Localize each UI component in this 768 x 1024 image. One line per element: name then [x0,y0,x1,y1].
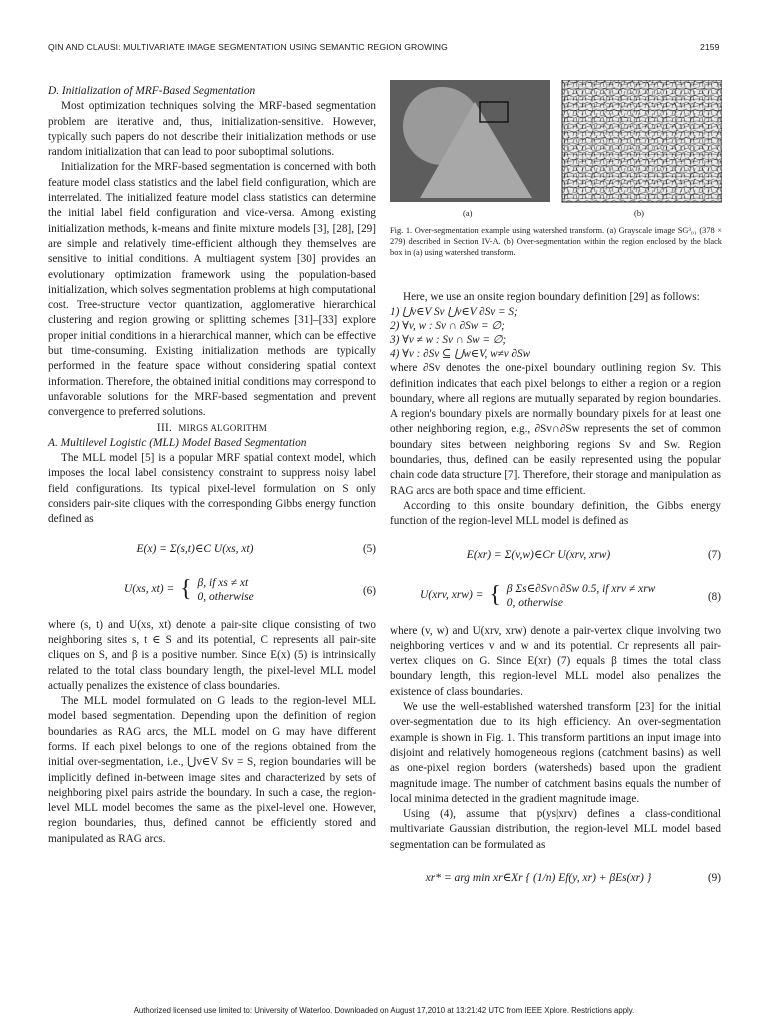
equation-8-number: (8) [707,590,721,603]
figure-1b-label: (b) [634,208,644,218]
equation-8-case1: β Σs∈∂Sv∩∂Sw 0.5, if xrv ≠ xrw [506,582,656,595]
paragraph: Using (4), assume that p(ys|xrv) defines a class-conditional multivariate Gaussian distribution, the region-level MLL model based segmentation can be formulated as [390,808,721,851]
condition-1: 1) ⋃v∈V Sv ⋃v∈V ∂Sv = S; [390,306,518,319]
equation-8: U(xrv, xrw) = { β Σs∈∂Sv∩∂Sw 0.5, if xrv ≠ xrw 0, otherwise (8) [390,580,721,616]
figure-1-images [390,80,722,204]
equation-5-number: (5) [362,542,376,555]
figure-1a-label: (a) [463,208,473,218]
section-d-title: D. Initialization of MRF-Based Segmentation [48,85,256,97]
paragraph: The MLL model [5] is a popular MRF spatial context model, which imposes the local label consistency constraint to suppress noisy label field configurations. Its typical pixel-level formulation on S only considers pair-site cliques with the corresponding Gibbs energy function defined as [48,452,376,526]
equation-9-number: (9) [707,872,721,885]
figure-1 [390,80,722,218]
paragraph: Here, we use an onsite region boundary definition [29] as follows: [403,291,700,303]
figure-1a-image [390,80,550,202]
paragraph: where (v, w) and U(xrv, xrw) denote a pair-vertex clique involving two neighboring vertices v and w and its potential. Cr represents all pair-vertex cliques on G. Since E(xr) (7) equals β times the total class boundary length, this region-level MLL model also penalizes the existence of class boundaries. [390,624,721,698]
equation-8-lhs: U(xrv, xrw) = [420,588,484,601]
condition-4: 4) ∀v : ∂Sv ⊆ ⋃w∈V, w≠v ∂Sw [390,348,531,361]
equation-6-case1: β, if xs ≠ xt [197,576,249,589]
equation-7-body: E(xr) = Σ(v,w)∈Cr U(xrv, xrw) [466,548,611,561]
paragraph: We use the well-established watershed transform [23] for the initial over-segmentation due to its high efficiency. An over-segmentation example is shown in Fig. 1. This transform partitions an input image into disjoint and relatively homogeneous regions (catchment basins) as well as one-pixel region borders (watersheds) based upon the gradient magnitude image. The number of catchment basins equals the number of local minima detected in the gradient magnitude image. [390,701,721,805]
equation-6: U(xs, xt) = { β, if xs ≠ xt 0, otherwise (6) [48,574,376,610]
license-footer: Authorized licensed use limited to: University of Waterloo. Downloaded on August 17,2010 at 13:21:42 UTC from IEEE Xplore. Restrictions apply. [133,1006,635,1015]
section-3-heading [48,421,376,436]
left-column [48,84,376,847]
paragraph: where (s, t) and U(xs, xt) denote a pair-site clique consisting of two neighboring sites s, t ∈ S and its potential, C represents all pair-site cliques on S, and β is a positive number. Since E(x) (5) is intrinsically related to the total class boundary length, the pixel-level MLL model actually penalizes the existence of class boundaries. [48,618,376,692]
equation-6-case2: 0, otherwise [197,590,254,603]
paragraph: According to this onsite boundary definition, the Gibbs energy function of the region-level MLL model is defined as [390,499,721,528]
equation-7-number: (7) [707,548,721,561]
paragraph: Most optimization techniques solving the MRF-based segmentation problem are iterative and, thus, initialization-sensitive. However, typically such papers do not describe their initialization methods or use random initialization that can lead to poor suboptimal solutions. [48,100,376,159]
equation-5 [48,536,376,566]
figure-1b-image [562,80,722,202]
paragraph: where ∂Sv denotes the one-pixel boundary outlining region Sv. This definition indicates that each pixel belongs to either a region or a region boundary, where all regions are mutually separated by region boundaries. A region's boundary pixels are normally boundary pixels for at least one other neighboring region, e.g., ∂Sv∩∂Sw represents the set of common boundary sites between neighboring regions Sv and Sw. Region boundaries, thus, defined can be easily represented using the popular chain code data structure [7]. Therefore, their storage and manipulation as RAG arcs are both space and time efficient. [390,362,721,497]
paragraph: Initialization for the MRF-based segmentation is concerned with both feature model class statistics and the label field configuration, which are interrelated. The initialized feature model class statistics can determine the initial label field configuration and vice-versa. Among existing initialization methods, k-means and finite mixture models [3], [28], [29] are simple and relatively time-efficient although they themselves are sensitive to initial conditions. A multiagent system [30] provides an evolutionary optimization framework using the population-based initialization, which solves segmentation problems at high computational cost. Tree-structure vector quantization, agglomerative hierarchical clustering and region growing or splitting schemes [31]–[33] explore proper initial conditions in a hierarchical manner, which can be effective but time-consuming. Existing initialization methods are typically performed in the feature space without considering spatial context information. Therefore, the obtained initial conditions may correspond to unfavorable solutions for the MRF-based segmentation and prevent convergence to preferred solutions. [48,161,376,419]
equation-5-body: E(x) = Σ(s,t)∈C U(xs, xt) [136,542,254,555]
equation-9-body: xr* = arg min xr∈Xr { (1/n) Ef(y, xr) + βEs(xr) } [425,872,652,885]
condition-3: 3) ∀v ≠ w : Sv ∩ Sw = ∅; [390,334,507,347]
section-a-title: A. Multilevel Logistic (MLL) Model Based Segmentation [48,436,307,449]
equation-7 [390,542,721,572]
equation-9 [390,865,721,895]
section-3-title: MIRGS ALGORITHM [178,422,268,433]
page-number: 2159 [700,42,720,52]
condition-2: 2) ∀v, w : Sv ∩ ∂Sw = ∅; [390,320,505,333]
right-column [390,290,721,903]
paragraph: The MLL model formulated on G leads to the region-level MLL model based segmentation. Depending upon the definition of region boundaries as RAG arcs, the MLL model on G may have different forms. If each pixel belongs to one of the regions obtained from the initial over-segmentation, i.e., ⋃v∈V Sv = S, region boundaries will be implicitly defined in-between image sites and characterized by sets of neighboring pixel pairs astride the boundary. In such a case, the region-level MLL model becomes the same as the pixel-level one. However, region boundaries, thus, defined cannot be efficiently stored and manipulated as RAG arcs. [48,695,376,845]
running-title: QIN AND CLAUSI: MULTIVARIATE IMAGE SEGMENTATION USING SEMANTIC REGION GROWING [48,42,448,52]
equation-8-case2: 0, otherwise [506,596,563,609]
figure-1-caption: Fig. 1. Over-segmentation example using watershed transform. (a) Grayscale image SG³₀₁ (378 × 279) described in Section IV-A. (b) Over-segmentation within the region enclosed by the black box in (a) using watershed transform. [390,226,722,257]
equation-6-lhs: U(xs, xt) = [124,582,175,595]
section-3-number: III. [156,421,173,434]
equation-6-number: (6) [362,584,376,597]
